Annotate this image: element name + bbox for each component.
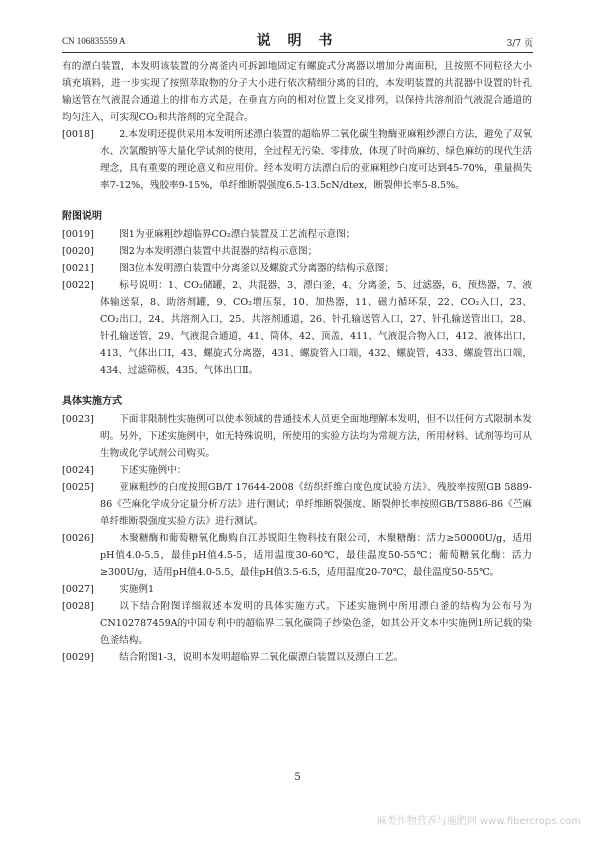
- paragraph-number: [0029]: [62, 652, 94, 663]
- paragraph-0025: [62, 479, 532, 530]
- paragraph-number: [0022]: [62, 280, 94, 291]
- paragraph-number: [0019]: [62, 229, 94, 240]
- paragraph-0026: [62, 530, 532, 581]
- patent-number: CN 106835559 A: [62, 36, 126, 46]
- page-number: 5: [294, 772, 301, 783]
- paragraph-number: [0023]: [62, 414, 94, 425]
- document-title: 说 明 书: [256, 33, 339, 49]
- paragraph-0028: [62, 598, 532, 649]
- section-heading-figures: 附图说明: [62, 211, 102, 222]
- paragraph-text: 亚麻粗纱的白度按照GB/T 17644-2008《纺织纤维白度色度试验方法》、残胶率按照GB 5889-86《苎麻化学成分定量分析方法》进行测试；单纤维断裂强度、断裂伸长率按照GB/T5886-86《苎麻单纤维断裂强度实验方法》进行测试。: [100, 482, 532, 527]
- paragraph-0022: [62, 277, 532, 379]
- paragraph-0018: [62, 126, 532, 194]
- paragraph-0029: [62, 649, 532, 666]
- paragraph-0027: [62, 581, 532, 598]
- paragraph-0021: [62, 260, 532, 277]
- intro-continuation: 有的漂白装置，本发明该装置的分离釜内可拆卸地固定有螺旋式分离器以增加分离面积，且按照不同粒径大小填充填料，进一步实现了按照萃取物的分子大小进行依次精细分离的目的，本发明装置的共混器中设置的针孔输送管在气液混合通道上的排布方式是，在垂直方向的相对位置上交叉排列，以保持共溶剂沿气液混合通道的均匀注入，可实现CO₂和共溶剂的完全混合。: [62, 61, 532, 123]
- paragraph-text: 下面非限制性实施例可以使本领域的普通技术人员更全面地理解本发明，但不以任何方式限制本发明。另外，下述实施例中，如无特殊说明，所使用的实验方法均为常规方法，所用材料、试剂等均可从生物或化学试剂公司购买。: [100, 414, 532, 459]
- paragraph-text: 以下结合附图详细叙述本发明的具体实施方式。下述实施例中所用漂白釜的结构为公布号为CN102787459A的中国专利中的超临界二氧化碳筒子纱染色釜，如其公开文本中实施例1所记载的染色釜结构。: [100, 601, 532, 646]
- paragraph-number: [0026]: [62, 533, 94, 544]
- paragraph-number: [0021]: [62, 263, 94, 274]
- paragraph-text: 图1为亚麻粗纱超临界CO₂漂白装置及工艺流程示意图；: [119, 229, 356, 240]
- section-heading-embodiments: 具体实施方式: [62, 396, 122, 407]
- paragraph-number: [0024]: [62, 465, 94, 476]
- paragraph-number: [0025]: [62, 482, 94, 493]
- paragraph-0020: [62, 243, 532, 260]
- page-header: [62, 30, 533, 53]
- paragraph-0019: [62, 226, 532, 243]
- watermark: 麻类作物营养与施肥网 www.fibercrops.com: [376, 816, 581, 827]
- paragraph-text: 结合附图1-3，说明本发明超临界二氧化碳漂白装置以及漂白工艺。: [119, 652, 404, 663]
- paragraph-text: 标号说明：1、CO₂储罐，2、共混器，3、漂白釜，4、分离釜，5、过滤器，6、预热器，7、液体输送泵，8、助溶剂罐，9、CO₂增压泵，10、加热器，11、磁力循环泵，22、CO₂入口，23、CO₂出口，24、共溶剂入口，25、共溶剂通道，26、针孔输送管入口，27、针孔输送管出口，28、针孔输送管，29、气液混合通道，41、筒体，42、顶盖，411、气液混合物入口，412、液体出口，413、气体出口Ⅰ，43、螺旋式分离器，431、螺旋管入口端，432、螺旋管，433、螺旋管出口端，434、过滤筛板，435、气体出口Ⅱ。: [100, 280, 532, 376]
- paragraph-text: 图2为本发明漂白装置中共混器的结构示意图；: [119, 246, 318, 257]
- paragraph-number: [0027]: [62, 584, 94, 595]
- paragraph-0023: [62, 411, 532, 462]
- paragraph-text: 下述实施例中：: [119, 465, 187, 476]
- document-body: [62, 58, 532, 666]
- paragraph-number: [0018]: [62, 129, 94, 140]
- paragraph-number: [0028]: [62, 601, 94, 612]
- paragraph-text: 木聚糖酶和葡萄糖氧化酶购自江苏锐阳生物科技有限公司，木聚糖酶：活力≥50000U/g，适用pH值4.0-5.5，最佳pH值4.5-5，适用温度30-60℃，最佳温度50-55℃；葡萄糖氧化酶：活力≥300U/g，适用pH值4.0-5.5，最佳pH值3.5-6.5，适用温度20-70℃，最佳温度50-55℃。: [100, 533, 532, 578]
- paragraph-number: [0020]: [62, 246, 94, 257]
- paragraph-text: 实施例1: [119, 584, 155, 595]
- page-info: 3/7 页: [506, 39, 533, 49]
- paragraph-0024: [62, 462, 532, 479]
- paragraph-text: 2.本发明还提供采用本发明所述漂白装置的超临界二氧化碳生物酶亚麻粗纱漂白方法，避免了双氧水、次氯酸钠等大量化学试剂的使用，全过程无污染、零排放，体现了时尚麻纺、绿色麻纺的现代生活理念，具有重要的理论意义和应用价。经本发明方法漂白后的亚麻粗纱白度可达到45-70%，重量损失率7-12%，残胶率9-15%，单纤维断裂强度6.5-13.5cN/dtex，断裂伸长率5-8.5%。: [100, 129, 532, 191]
- paragraph-text: 图3位本发明漂白装置中分离釜以及螺旋式分离器的结构示意图；: [119, 263, 394, 274]
